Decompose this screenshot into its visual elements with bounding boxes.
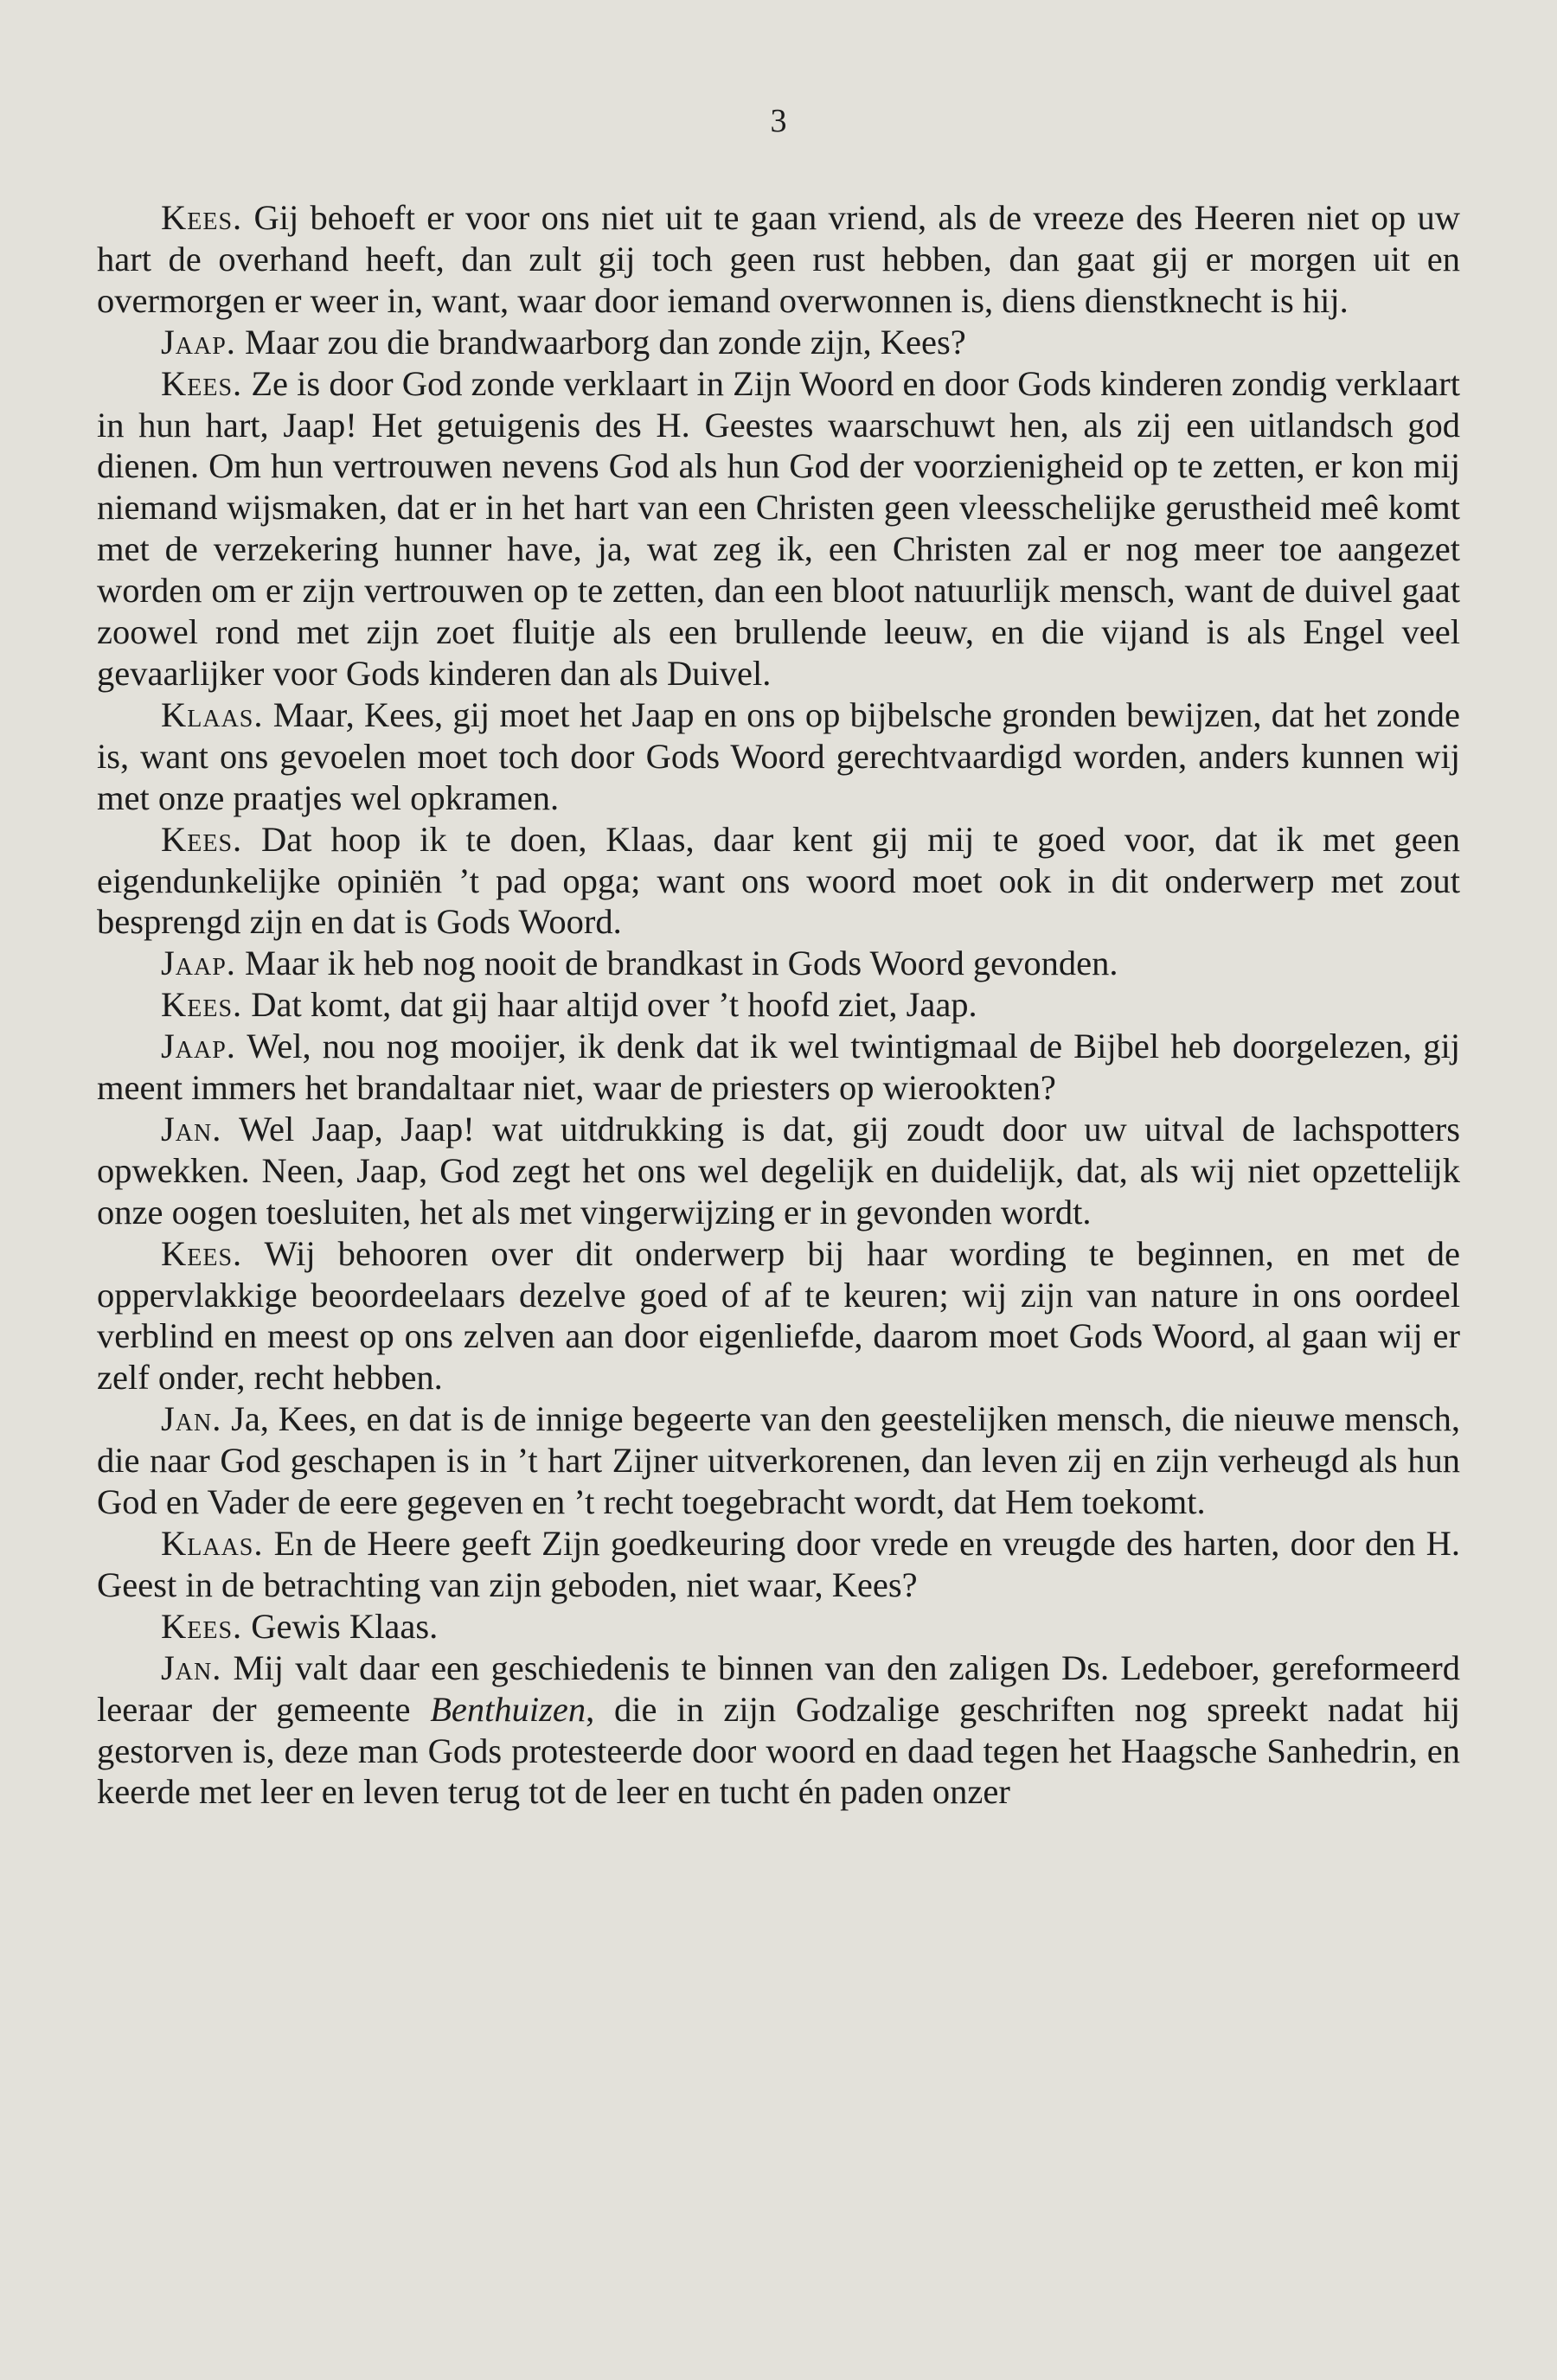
- page-number: 3: [770, 103, 787, 139]
- dialogue-text: [97, 197, 1460, 1813]
- dialogue-line: Maar ik heb nog nooit de brandkast in Gods Woord gevonden.: [245, 944, 1118, 983]
- dialogue-paragraph: [97, 943, 1460, 984]
- dialogue-paragraph: [97, 1523, 1460, 1606]
- speaker-name: Jaap.: [161, 1027, 236, 1066]
- dialogue-line: Ja, Kees, en dat is de innige begeerte van den geestelijken mensch, die nieuwe mensch, die naar God geschapen is in ’t hart Zijner uitverkorenen, dan leven zij en zijn verheugd als hun God en Vader de eere gegeven en ’t recht toegebracht wordt, dat Hem toekomt.: [97, 1399, 1461, 1522]
- dialogue-paragraph: [97, 1398, 1460, 1523]
- speaker-name: Jaap.: [161, 944, 236, 983]
- speaker-name: Klaas.: [161, 1524, 264, 1563]
- dialogue-paragraph: [97, 819, 1460, 944]
- dialogue-paragraph: [97, 1606, 1460, 1647]
- dialogue-paragraph: [97, 1026, 1460, 1109]
- place-name: Benthuizen: [430, 1689, 586, 1729]
- dialogue-paragraph: [97, 1233, 1460, 1399]
- dialogue-paragraph: [97, 363, 1460, 694]
- dialogue-line: Maar, Kees, gij moet het Jaap en ons op bijbelsche gronden bewijzen, dat het zonde is, want ons gevoelen moet toch door Gods Woord gerechtvaardigd worden, anders kunnen wij met onze praatjes wel opkramen.: [97, 694, 1460, 817]
- dialogue-line: Ze is door God zonde verklaart in Zijn Woord en door Gods kinderen zondig verklaart in hun hart, Jaap! Het getuigenis des H. Geestes waarschuwt hen, als zij een uitlandsch god dienen. Om hun vertrouwen nevens God als hun God der voorzienigheid op te zetten, er kon mij niemand wijsmaken, dat er in het hart van een Christen geen vleesschelijke gerustheid meê komt met de verzekering hunner have, ja, wat zeg ik, een Christen zal er nog meer toe aangezet worden om er zijn vertrouwen op te zetten, dan een bloot natuurlijk mensch, want de duivel gaat zoowel rond met zijn zoet fluitje als een brullende leeuw, en die vijand is als Engel veel gevaarlijker voor Gods kinderen dan als Duivel.: [97, 363, 1460, 693]
- speaker-name: Kees.: [161, 1606, 243, 1646]
- speaker-name: Kees.: [161, 985, 243, 1025]
- speaker-name: Jan.: [161, 1647, 222, 1687]
- dialogue-paragraph: [97, 984, 1460, 1026]
- speaker-name: Jan.: [161, 1399, 222, 1439]
- speaker-name: Kees.: [161, 819, 243, 859]
- dialogue-line: Dat komt, dat gij haar altijd over ’t hoofd ziet, Jaap.: [251, 985, 977, 1025]
- dialogue-line-continued: , die in zijn Godzalige geschriften nog spreekt nadat hij gestorven is, deze man Gods protesteerde door woord en daad tegen het Haagsche Sanhedrin, en keerde met leer en leven terug tot de leer en tucht én paden onzer: [97, 1689, 1461, 1812]
- dialogue-paragraph: [97, 197, 1460, 322]
- dialogue-paragraph: [97, 694, 1460, 819]
- dialogue-line: Wel Jaap, Jaap! wat uitdrukking is dat, gij zoudt door uw uitval de lachspotters opwekken. Neen, Jaap, God zegt het ons wel degelijk en duidelijk, dat, als wij niet opzettelijk onze oogen toesluiten, het als met vingerwijzing er in gevonden wordt.: [97, 1109, 1460, 1232]
- dialogue-line: Dat hoop ik te doen, Klaas, daar kent gij mij te goed voor, dat ik met geen eigendunkelijke opiniën ’t pad opga; want ons woord moet ook in dit onderwerp met zout besprengd zijn en dat is Gods Woord.: [97, 819, 1461, 942]
- speaker-name: Jaap.: [161, 322, 236, 361]
- speaker-name: Kees.: [161, 363, 243, 403]
- dialogue-paragraph: [97, 1109, 1460, 1233]
- dialogue-line: Mij valt daar een geschiedenis te binnen van den zaligen Ds. Ledeboer, gereformeerd leeraar der gemeente: [97, 1647, 1460, 1729]
- dialogue-line: Wel, nou nog mooijer, ik denk dat ik wel twintigmaal de Bijbel heb doorgelezen, gij meent immers het brandaltaar niet, waar de priesters op wierookten?: [97, 1027, 1460, 1108]
- speaker-name: Kees.: [161, 1233, 243, 1273]
- dialogue-line: Wij behooren over dit onderwerp bij haar wording te beginnen, en met de oppervlakkige beoordeelaars dezelve goed of af te keuren; wij zijn van nature in ons oordeel verblind en meest op ons zelven aan door eigenliefde, daarom moet Gods Woord, al gaan wij er zelf onder, recht hebben.: [97, 1233, 1460, 1398]
- dialogue-line: Maar zou die brandwaarborg dan zonde zijn, Kees?: [245, 322, 966, 361]
- dialogue-line: Gewis Klaas.: [251, 1606, 439, 1646]
- speaker-name: Klaas.: [161, 694, 264, 734]
- dialogue-line: En de Heere geeft Zijn goedkeuring door vrede en vreugde des harten, door den H. Geest in de betrachting van zijn geboden, niet waar, Kees?: [97, 1524, 1460, 1604]
- dialogue-line: Gij behoeft er voor ons niet uit te gaan vriend, als de vreeze des Heeren niet op uw hart de overhand heeft, dan zult gij toch geen rust hebben, dan gaat gij er morgen uit en overmorgen er weer in, want, waar door iemand overwonnen is, diens dienstknecht is hij.: [97, 198, 1461, 320]
- dialogue-paragraph: [97, 322, 1460, 363]
- speaker-name: Jan.: [161, 1109, 222, 1148]
- speaker-name: Kees.: [161, 198, 243, 237]
- dialogue-paragraph: [97, 1647, 1460, 1814]
